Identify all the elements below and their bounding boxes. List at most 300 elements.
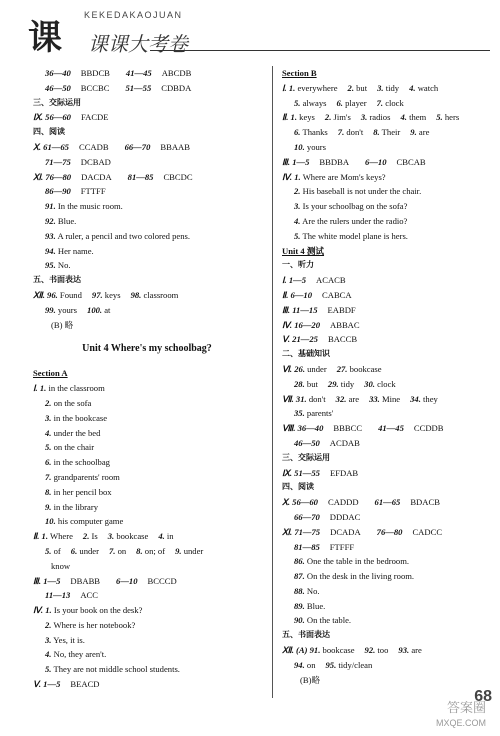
item-number: 92. (364, 645, 376, 656)
range-answer: CADDD (327, 497, 359, 508)
item-answer: Where are Mom's keys? (302, 171, 386, 182)
item-answer: in (166, 531, 174, 542)
brand-tagline: 课课大考卷 (88, 32, 188, 56)
item-answer: on; of (144, 545, 166, 556)
range-answer: BCCCD (147, 575, 177, 586)
range-label: 36—40 (45, 68, 71, 78)
left-column (33, 66, 261, 692)
item-number: 32. (335, 393, 347, 404)
item-answer: Is (91, 531, 98, 542)
range-answer: BDACB (410, 497, 440, 508)
item-answer: too (377, 645, 389, 656)
section-heading: 四、阅读 (282, 482, 314, 492)
answer-item (33, 199, 261, 214)
item-answer: radios (369, 112, 391, 123)
section-heading: 一、听力 (282, 260, 314, 270)
answer-item (282, 184, 482, 199)
answer-line: know (51, 560, 71, 571)
brand-logo: 课 (28, 18, 62, 58)
range-answer: ACACB (316, 275, 346, 286)
answer-multi-row (282, 110, 482, 125)
range-label: 66—70 (294, 511, 320, 522)
section-heading: 五、书面表达 (282, 630, 330, 640)
item-number: 7. (45, 471, 52, 482)
answer-item (282, 569, 482, 584)
range-label: 6—10 (116, 575, 138, 586)
range-label: 86—90 (45, 186, 71, 197)
answer-range-row (33, 170, 261, 185)
answer-item (33, 244, 261, 259)
range-label: 81—85 (294, 541, 320, 552)
item-number: 3. (377, 82, 384, 93)
range-answer: FACDE (80, 112, 109, 123)
watermark-url: MXQE.COM (435, 718, 486, 728)
range-label: 61—65 (374, 497, 401, 508)
unit-title: Unit 4 Where's my schoolbag? (82, 343, 212, 355)
range-answer: CADCC (412, 526, 443, 537)
range-label: 41—45 (378, 423, 404, 434)
answer-range-row (33, 677, 261, 692)
item-number: 8. (45, 486, 52, 497)
answer-range-row (33, 184, 261, 199)
item-number: 86. (294, 556, 305, 567)
range-answer: FTFFF (329, 541, 355, 552)
item-answer: parents' (306, 408, 334, 419)
item-number: 10. (294, 141, 305, 152)
item-answer: hers (444, 112, 460, 123)
item-answer: The white model plane is hers. (302, 230, 408, 241)
item-answer: Thanks (302, 127, 328, 138)
item-answer: they (423, 393, 438, 404)
item-answer: in the library (53, 501, 98, 512)
answer-range-row (282, 303, 482, 318)
range-answer: ACDAB (329, 437, 360, 448)
range-label: Ⅷ. 36—40 (282, 423, 324, 434)
answer-item (33, 485, 261, 500)
answer-multi-row (33, 303, 261, 318)
answer-item (33, 470, 261, 485)
answer-range-row (33, 155, 261, 170)
item-number: 8. (136, 545, 143, 556)
item-answer: under (79, 545, 99, 556)
item-answer: tidy (385, 82, 400, 93)
item-number: Ⅱ. 1. (282, 112, 297, 123)
answer-item (282, 199, 482, 214)
answer-range-row (282, 436, 482, 451)
item-number: 3. (45, 412, 52, 423)
range-label: Ⅸ. 56—60 (33, 112, 71, 123)
range-label: Ⅲ. 11—15 (282, 304, 318, 315)
item-number: 33. (369, 393, 380, 404)
item-answer: are (418, 127, 430, 138)
range-label: 46—50 (294, 437, 320, 448)
range-label: Ⅲ. 1—5 (33, 575, 61, 586)
range-answer: EFDAB (329, 467, 359, 478)
item-answer: Their (381, 127, 401, 138)
range-answer: DCADA (330, 526, 361, 537)
item-number: 3. (45, 634, 52, 645)
range-answer: CCDDB (413, 423, 444, 434)
range-label: Ⅰ. 1—5 (282, 275, 307, 286)
answer-item (33, 440, 261, 455)
range-answer: ACC (80, 590, 98, 601)
item-answer: Jim's (333, 112, 351, 123)
item-number: 10. (45, 516, 56, 527)
item-number: 90. (294, 615, 305, 626)
range-answer: ABCDB (161, 68, 192, 78)
section-heading: 五、书面表达 (33, 275, 81, 285)
range-answer: FTTFF (80, 186, 106, 197)
range-label: 76—80 (376, 526, 403, 537)
item-answer: On the table. (306, 615, 352, 626)
range-label: Ⅳ. 16—20 (282, 319, 321, 330)
range-label: Ⅺ. 71—75 (282, 526, 321, 537)
item-answer: them (409, 112, 427, 123)
range-answer: CBCAB (396, 156, 426, 167)
answer-item (282, 554, 482, 569)
section-title: Section B (282, 68, 317, 78)
answer-item (33, 229, 261, 244)
item-answer: player (345, 97, 367, 108)
item-answer: Where (49, 531, 73, 542)
answer-item (33, 500, 261, 515)
range-label: Ⅹ. 61—65 (33, 141, 69, 152)
item-number: 6. (45, 457, 52, 468)
answer-multi-row (33, 529, 261, 544)
item-number: 4. (294, 215, 301, 226)
range-label: 6—10 (365, 156, 387, 167)
item-answer: Mine (381, 393, 401, 404)
item-number: 98. (130, 289, 142, 300)
answer-multi-row (282, 377, 482, 392)
answer-line: (B) 略 (51, 319, 74, 330)
item-answer: in the classroom (48, 383, 105, 394)
answer-item (282, 584, 482, 599)
item-number: 2. (45, 397, 52, 408)
range-answer: CBCDC (163, 171, 193, 182)
page-header (28, 6, 488, 62)
item-number: 9. (175, 545, 182, 556)
item-number: Ⅻ. 96. (33, 289, 58, 300)
answer-item (282, 599, 482, 614)
range-answer: DCBAD (80, 156, 111, 167)
answer-multi-row (282, 658, 482, 673)
item-answer: Is your schoolbag on the sofa? (302, 201, 408, 212)
item-number: 5. (294, 97, 301, 108)
answer-item (282, 229, 482, 244)
item-number: Ⅶ. 31. (282, 393, 307, 404)
range-label: Ⅺ. 76—80 (33, 171, 72, 182)
answer-item (33, 662, 261, 677)
item-answer: under the bed (53, 427, 101, 438)
item-answer: bookcase (322, 645, 355, 656)
item-answer: don't (308, 393, 326, 404)
item-answer: always (302, 97, 327, 108)
item-answer: of (53, 545, 61, 556)
item-answer: his computer game (57, 516, 124, 527)
answer-range-row (33, 110, 261, 125)
column-divider (272, 66, 273, 698)
item-number: 94. (294, 659, 305, 670)
item-number: 3. (294, 201, 301, 212)
item-number: 94. (45, 245, 56, 256)
item-number: 3. (360, 112, 368, 123)
answer-item (33, 381, 261, 396)
item-answer: One the table in the bedroom. (306, 556, 410, 567)
answer-range-row (33, 66, 261, 81)
range-label: Ⅱ. 6—10 (282, 289, 313, 300)
item-number: 5. (45, 545, 52, 556)
answer-range-row (33, 588, 261, 603)
section-heading: 四、阅读 (33, 127, 65, 137)
item-number: 27. (336, 363, 348, 374)
range-answer: DBABB (70, 575, 101, 586)
watermark-logo: 答案圈 (446, 701, 486, 716)
item-number: Ⅱ. 1. (33, 531, 48, 542)
range-answer: BCCBC (80, 82, 110, 93)
answer-item (33, 455, 261, 470)
item-number: 2. (324, 112, 332, 123)
answer-item (33, 514, 261, 529)
item-answer: under (183, 545, 204, 556)
item-answer: clock (385, 97, 404, 108)
item-answer: No. (306, 585, 320, 596)
answer-range-row (33, 574, 261, 589)
answer-multi-row (282, 81, 482, 96)
item-number: 99. (45, 304, 56, 315)
item-number: 4. (45, 427, 52, 438)
range-answer: DDDAC (329, 511, 361, 522)
item-number: 5. (294, 230, 301, 241)
answer-range-row (282, 466, 482, 481)
item-answer: on (306, 659, 316, 670)
item-number: Ⅻ. (A) 91. (282, 645, 321, 656)
item-number: 6. (294, 127, 301, 138)
item-number: 88. (294, 585, 305, 596)
section-title: Unit 4 测试 (282, 245, 325, 256)
answer-multi-row (282, 96, 482, 111)
page-number: 68 (474, 688, 492, 705)
item-answer: A ruler, a pencil and two colored pens. (57, 230, 191, 241)
section-heading: 三、交际运用 (282, 452, 330, 462)
item-number: 93. (398, 645, 410, 656)
item-answer: grandparents' room (53, 471, 120, 482)
item-number: 5. (45, 664, 52, 675)
item-answer: watch (417, 82, 439, 93)
item-answer: keys (299, 112, 315, 123)
range-answer: CCADB (78, 141, 109, 152)
item-answer: in her pencil box (53, 486, 112, 497)
range-label: Ⅴ. 1—5 (33, 679, 61, 690)
answer-item (282, 613, 482, 628)
answer-range-row (282, 332, 482, 347)
item-number: Ⅰ. 1. (33, 383, 47, 394)
answer-multi-row (282, 362, 482, 377)
right-column (282, 66, 482, 687)
answer-item (33, 411, 261, 426)
answer-multi-row (282, 140, 482, 155)
item-answer: Are the rulers under the radio? (302, 215, 408, 226)
header-rule (150, 50, 490, 51)
item-number: 89. (294, 600, 305, 611)
item-answer: bookcase (116, 531, 149, 542)
item-answer: yours (57, 304, 78, 315)
range-label: 71—75 (45, 156, 71, 167)
item-answer: classroom (143, 289, 179, 300)
item-answer: on (117, 545, 127, 556)
item-number: 91. (45, 201, 56, 212)
item-number: 34. (410, 393, 421, 404)
range-answer: BBDCB (80, 68, 110, 78)
answer-item (282, 170, 482, 185)
answer-multi-row (33, 544, 261, 559)
item-number: 6. (336, 97, 343, 108)
range-answer: CDBDA (161, 82, 192, 93)
answer-multi-row (282, 392, 482, 407)
section-heading: 三、交际运用 (33, 97, 81, 107)
item-number: 87. (294, 571, 305, 582)
item-number: 2. (347, 82, 354, 93)
item-number: 7. (337, 127, 345, 138)
answer-item (282, 214, 482, 229)
item-number: 5. (436, 112, 443, 123)
item-answer: His baseball is not under the chair. (302, 186, 422, 197)
answer-item (33, 603, 261, 618)
item-number: 97. (91, 289, 103, 300)
answer-multi-row (282, 125, 482, 140)
item-answer: Found (59, 289, 82, 300)
item-answer: Is your book on the desk? (53, 605, 143, 616)
item-number: 29. (327, 378, 339, 389)
item-number: Ⅵ. 26. (282, 363, 305, 374)
item-answer: on the chair (53, 442, 95, 453)
item-number: 100. (87, 304, 103, 315)
range-answer: CABCA (322, 289, 352, 300)
item-number: 9. (45, 501, 52, 512)
item-answer: Her name. (57, 245, 94, 256)
item-answer: in the schoolbag (53, 457, 110, 468)
item-number: Ⅳ. 1. (33, 605, 52, 616)
item-number: 4. (400, 112, 407, 123)
item-number: 92. (45, 215, 56, 226)
answer-range-row (282, 421, 482, 436)
answer-range-row (282, 495, 482, 510)
item-number: 7. (108, 545, 116, 556)
answer-range-row (33, 81, 261, 96)
range-label: Ⅴ. 21—25 (282, 334, 318, 345)
range-label: 41—45 (125, 68, 152, 78)
range-label: 81—85 (127, 171, 154, 182)
item-answer: Blue. (57, 215, 77, 226)
item-number: 3. (107, 531, 115, 542)
answer-range-row (282, 525, 482, 540)
item-number: 2. (45, 619, 52, 630)
item-answer: don't (346, 127, 364, 138)
item-number: 28. (294, 378, 305, 389)
answer-range-row (33, 140, 261, 155)
answer-item (33, 618, 261, 633)
item-answer: On the desk in the living room. (306, 571, 415, 582)
item-answer: clock (377, 378, 396, 389)
section-title: Section A (33, 368, 68, 379)
item-answer: bookcase (349, 363, 382, 374)
item-answer: tidy/clean (338, 659, 373, 670)
item-number: 9. (410, 127, 417, 138)
range-label: 51—55 (125, 82, 152, 93)
answer-line: (B)略 (300, 674, 321, 685)
range-answer: ABBAC (330, 319, 360, 330)
answer-range-row (282, 510, 482, 525)
item-answer: but (356, 82, 368, 93)
range-answer: DACDA (81, 171, 112, 182)
item-number: 2. (294, 186, 301, 197)
item-answer: They are not middle school students. (53, 664, 180, 675)
item-answer: under (307, 363, 327, 374)
item-answer: are (411, 645, 422, 656)
item-answer: Where is her notebook? (53, 619, 136, 630)
range-answer: BACCB (327, 334, 358, 345)
item-answer: No, they aren't. (53, 649, 107, 660)
item-answer: are (348, 393, 360, 404)
range-answer: EABDF (327, 304, 356, 315)
item-answer: on the sofa (53, 397, 92, 408)
item-number: 2. (82, 531, 90, 542)
range-answer: BBAAB (160, 141, 190, 152)
answer-range-row (282, 318, 482, 333)
range-answer: BBDBA (319, 156, 350, 167)
answer-item (33, 633, 261, 648)
item-answer: In the music room. (57, 201, 123, 212)
answer-range-row (282, 540, 482, 555)
item-answer: yours (306, 141, 327, 152)
item-number: 8. (373, 127, 380, 138)
range-answer: BBBCC (333, 423, 363, 434)
item-number: 4. (158, 531, 165, 542)
item-number: 95. (325, 659, 337, 670)
item-number: 5. (45, 442, 52, 453)
answer-range-row (282, 155, 482, 170)
item-answer: Yes, it is. (53, 634, 85, 645)
item-number: 4. (409, 82, 416, 93)
range-label: Ⅸ. 51—55 (282, 467, 320, 478)
answer-item (33, 647, 261, 662)
item-answer: keys (104, 289, 121, 300)
item-answer: but (306, 378, 318, 389)
range-answer: BEACD (70, 679, 100, 690)
section-heading: 二、基础知识 (282, 349, 330, 359)
item-answer: tidy (340, 378, 355, 389)
answer-multi-row (33, 288, 261, 303)
answer-multi-row (282, 643, 482, 658)
range-label: 66—70 (124, 141, 151, 152)
item-answer: in the bookcase (53, 412, 108, 423)
answer-item (33, 396, 261, 411)
item-answer: Blue. (306, 600, 326, 611)
item-number: 4. (45, 649, 52, 660)
range-label: 11—13 (45, 590, 71, 601)
answer-item (33, 214, 261, 229)
answer-multi-row (282, 406, 482, 421)
answer-item (33, 258, 261, 273)
item-answer: everywhere (297, 82, 338, 93)
item-number: 7. (376, 97, 384, 108)
item-number: Ⅳ. 1. (282, 171, 301, 182)
answer-range-row (282, 288, 482, 303)
answer-range-row (282, 273, 482, 288)
range-label: Ⅹ. 56—60 (282, 497, 318, 508)
item-number: 93. (45, 230, 56, 241)
item-answer: at (104, 304, 111, 315)
